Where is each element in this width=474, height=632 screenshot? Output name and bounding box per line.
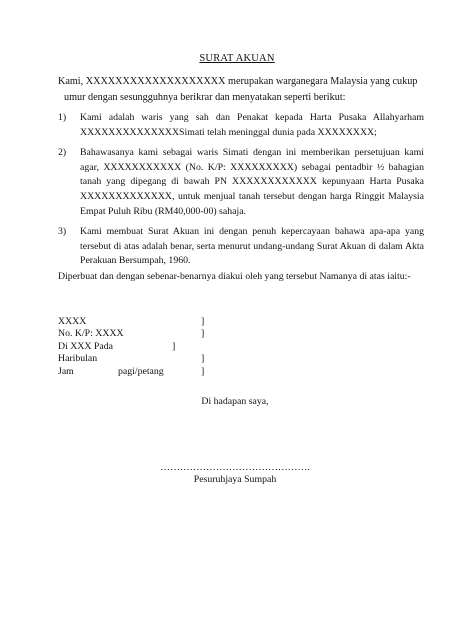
declarant-signature-block <box>58 316 258 378</box>
intro-line-2: umur dengan sesungguhnya berikrar dan menyatakan seperti berikut: <box>64 92 346 103</box>
intro-paragraph <box>58 74 428 106</box>
closing-statement: Diperbuat dan dengan sebenar-benarnya diakui oleh yang tersebut Namanya di atas iaitu:- <box>58 271 411 282</box>
signature-row-ic <box>58 328 258 340</box>
signature-row-place <box>58 341 258 353</box>
witness-line <box>0 396 474 407</box>
signature-dotted-line <box>0 462 474 473</box>
signature-row-name <box>58 316 258 328</box>
signature-row-day <box>58 353 258 365</box>
bracket: ] <box>172 340 176 352</box>
bracket: ] <box>201 365 205 377</box>
list-item <box>58 111 424 140</box>
list-item-text: Bahawasanya kami sebagai waris Simati dengan ini memberikan persetujuan kami agar, XXXXXXXXXXX (No. K/P: XXXXXXXXX) sebagai pentadbir ½ bahagian tanah yang dipegang di bawah PN XXXXXXXXXXXX kepunyaan Harta Pusaka XXXXXXXXXXXXX, untuk menjual tanah tersebut dengan harga Ringgit Malaysia Empat Puluh Ribu (RM40,000-00) sahaja. <box>80 147 424 217</box>
list-item <box>58 146 424 219</box>
declaration-day: Haribulan <box>58 353 98 365</box>
list-item-number: 3) <box>58 226 67 238</box>
declarant-ic: No. K/P: XXXX <box>58 328 124 340</box>
list-item-text: Kami adalah waris yang sah dan Penakat kepada Harta Pusaka Allahyarham XXXXXXXXXXXXXXSimati telah meninggal dunia pada XXXXXXXX; <box>80 112 424 138</box>
bracket: ] <box>201 328 205 340</box>
document-title: SURAT AKUAN <box>199 53 275 64</box>
declarant-name: XXXX <box>58 316 87 327</box>
time-period: pagi/petang <box>118 365 164 377</box>
bracket: ] <box>201 353 205 365</box>
commissioner-label: Pesuruhjaya Sumpah <box>193 474 277 485</box>
witness-text: Di hadapan saya, <box>201 396 269 407</box>
declaration-time: Jam <box>58 365 74 377</box>
declaration-place: Di XXX Pada <box>58 340 113 352</box>
list-item-number: 2) <box>58 147 67 159</box>
commissioner-title <box>0 474 474 485</box>
intro-line-1: Kami, XXXXXXXXXXXXXXXXXXX merupakan warganegara Malaysia yang cukup <box>58 76 418 87</box>
list-item <box>58 225 424 269</box>
list-item-text: Kami membuat Surat Akuan ini dengan penuh kepercayaan bahawa apa-apa yang tersebut di atas adalah benar, serta menurut undang-undang Surat Akuan di dalam Akta Perakuan Bersumpah, 1960. <box>80 226 424 267</box>
bracket: ] <box>201 316 205 327</box>
list-item-number: 1) <box>58 112 67 123</box>
signature-dots: ………………………………………. <box>160 462 310 473</box>
statement-list <box>58 111 424 275</box>
signature-row-time <box>58 366 258 378</box>
